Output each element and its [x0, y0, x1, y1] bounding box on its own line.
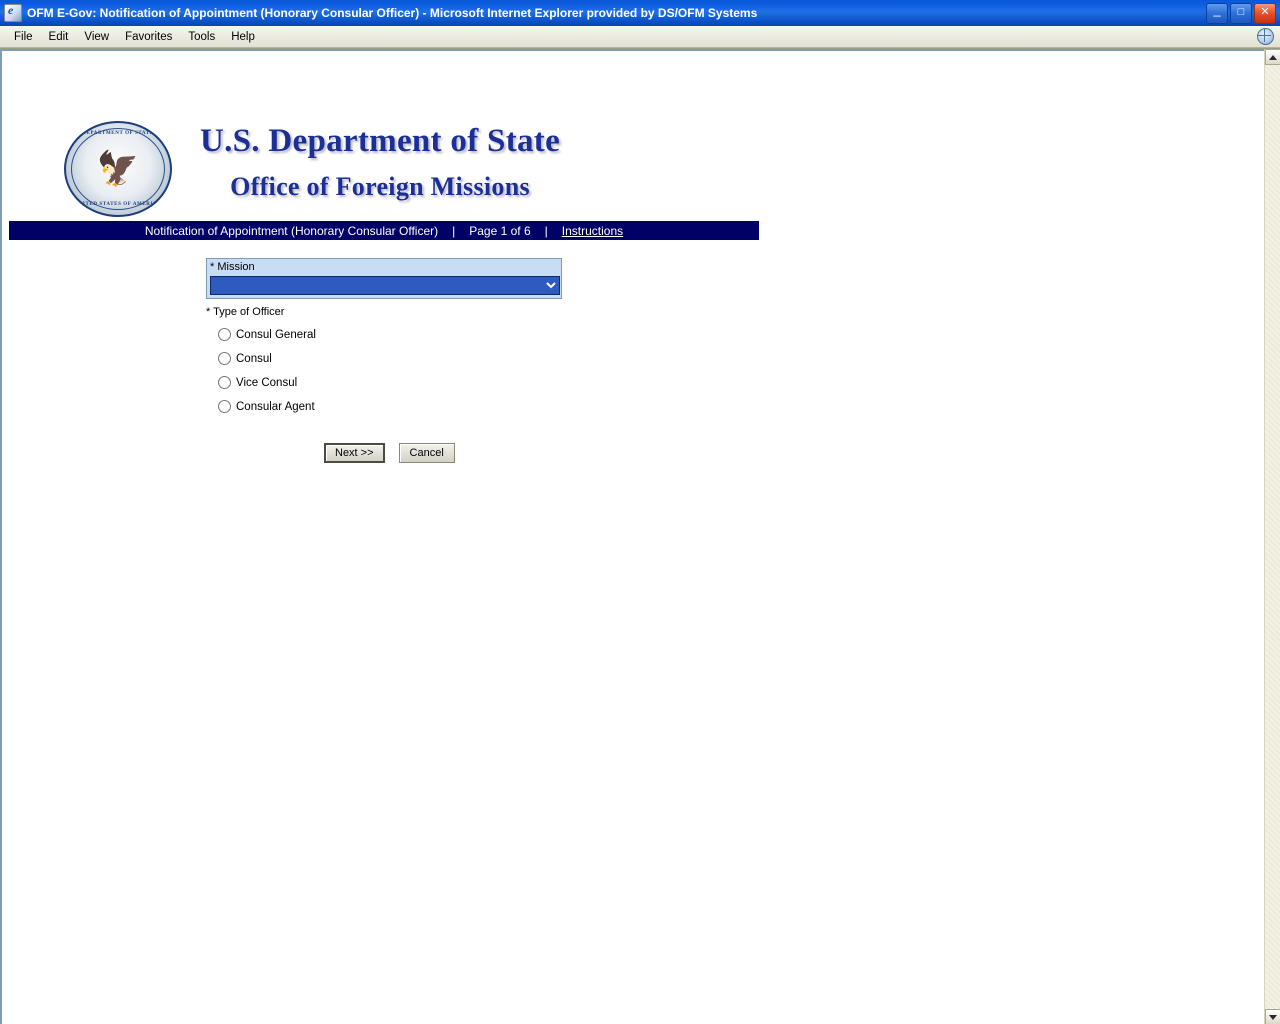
form-actions [206, 443, 806, 463]
mission-select[interactable] [210, 276, 560, 295]
window-title-bar [0, 0, 1280, 26]
scroll-down-arrow-icon [1269, 1015, 1277, 1020]
internet-explorer-icon [4, 4, 22, 22]
radio-consul[interactable] [218, 352, 231, 365]
maximize-icon: □ [1237, 5, 1245, 18]
vertical-scrollbar[interactable] [1264, 49, 1280, 1024]
page-content [0, 49, 1264, 1024]
cancel-button[interactable]: Cancel [399, 443, 455, 463]
officer-option-consul[interactable] [206, 347, 806, 371]
scroll-down-button[interactable] [1265, 1009, 1280, 1024]
menu-item-help[interactable]: Help [231, 30, 255, 43]
site-title-primary: U.S. Department of State [199, 123, 561, 159]
radio-label-vice-consul[interactable]: Vice Consul [236, 376, 298, 389]
scroll-up-arrow-icon [1269, 55, 1277, 60]
menu-item-edit[interactable]: Edit [48, 30, 69, 43]
officer-option-vice-consul[interactable] [206, 371, 806, 395]
maximize-button[interactable] [1230, 3, 1252, 24]
mission-field-group [206, 258, 562, 299]
minimize-icon: _ [1213, 1, 1221, 17]
close-icon: ✕ [1260, 5, 1270, 18]
close-button[interactable] [1254, 3, 1276, 24]
page-navigation-bar [9, 221, 759, 240]
menu-item-tools[interactable]: Tools [188, 30, 216, 43]
page-header [2, 51, 1264, 207]
radio-vice-consul[interactable] [218, 376, 231, 389]
minimize-button[interactable] [1206, 3, 1228, 24]
scrollbar-track[interactable] [1265, 65, 1280, 1009]
nav-separator-2: | [544, 223, 548, 238]
form-page [2, 51, 1264, 459]
branding-globe-button[interactable] [1254, 27, 1276, 46]
menu-bar [0, 26, 1280, 48]
mission-label: * Mission [210, 261, 255, 273]
instructions-link[interactable]: Instructions [561, 223, 624, 238]
radio-label-consul[interactable]: Consul [236, 352, 272, 365]
seal-bottom-text: UNITED STATES OF AMERICA [74, 202, 162, 207]
seal-top-text: DEPARTMENT OF STATE [82, 131, 154, 136]
eagle-icon: 🦅 [96, 150, 140, 188]
window-title: OFM E-Gov: Notification of Appointment (Honorary Consular Officer) - Microsoft Internet Explorer provided by DS/OFM Systems [27, 6, 758, 20]
browser-viewport [0, 48, 1280, 1024]
nav-separator-1: | [452, 223, 456, 238]
window-controls [1206, 3, 1278, 24]
menu-item-view[interactable]: View [84, 30, 110, 43]
officer-option-consular-agent[interactable] [206, 395, 806, 419]
page-indicator: Page 1 of 6 [469, 223, 531, 238]
type-of-officer-label: * Type of Officer [206, 305, 285, 318]
form-title: Notification of Appointment (Honorary Consular Officer) [144, 223, 439, 238]
radio-label-consular-agent[interactable]: Consular Agent [236, 400, 315, 413]
next-button[interactable]: Next >> [324, 443, 385, 463]
globe-icon [1257, 28, 1274, 45]
radio-consul-general[interactable] [218, 328, 231, 341]
radio-consular-agent[interactable] [218, 400, 231, 413]
site-title-block [2, 123, 758, 202]
scroll-up-button[interactable] [1265, 49, 1280, 65]
officer-option-consul-general[interactable] [206, 323, 806, 347]
menu-item-file[interactable]: File [14, 30, 33, 43]
appointment-form [206, 258, 806, 463]
menu-item-favorites[interactable]: Favorites [125, 30, 173, 43]
site-title-secondary: Office of Foreign Missions [230, 172, 530, 201]
radio-label-consul-general[interactable]: Consul General [236, 328, 316, 341]
